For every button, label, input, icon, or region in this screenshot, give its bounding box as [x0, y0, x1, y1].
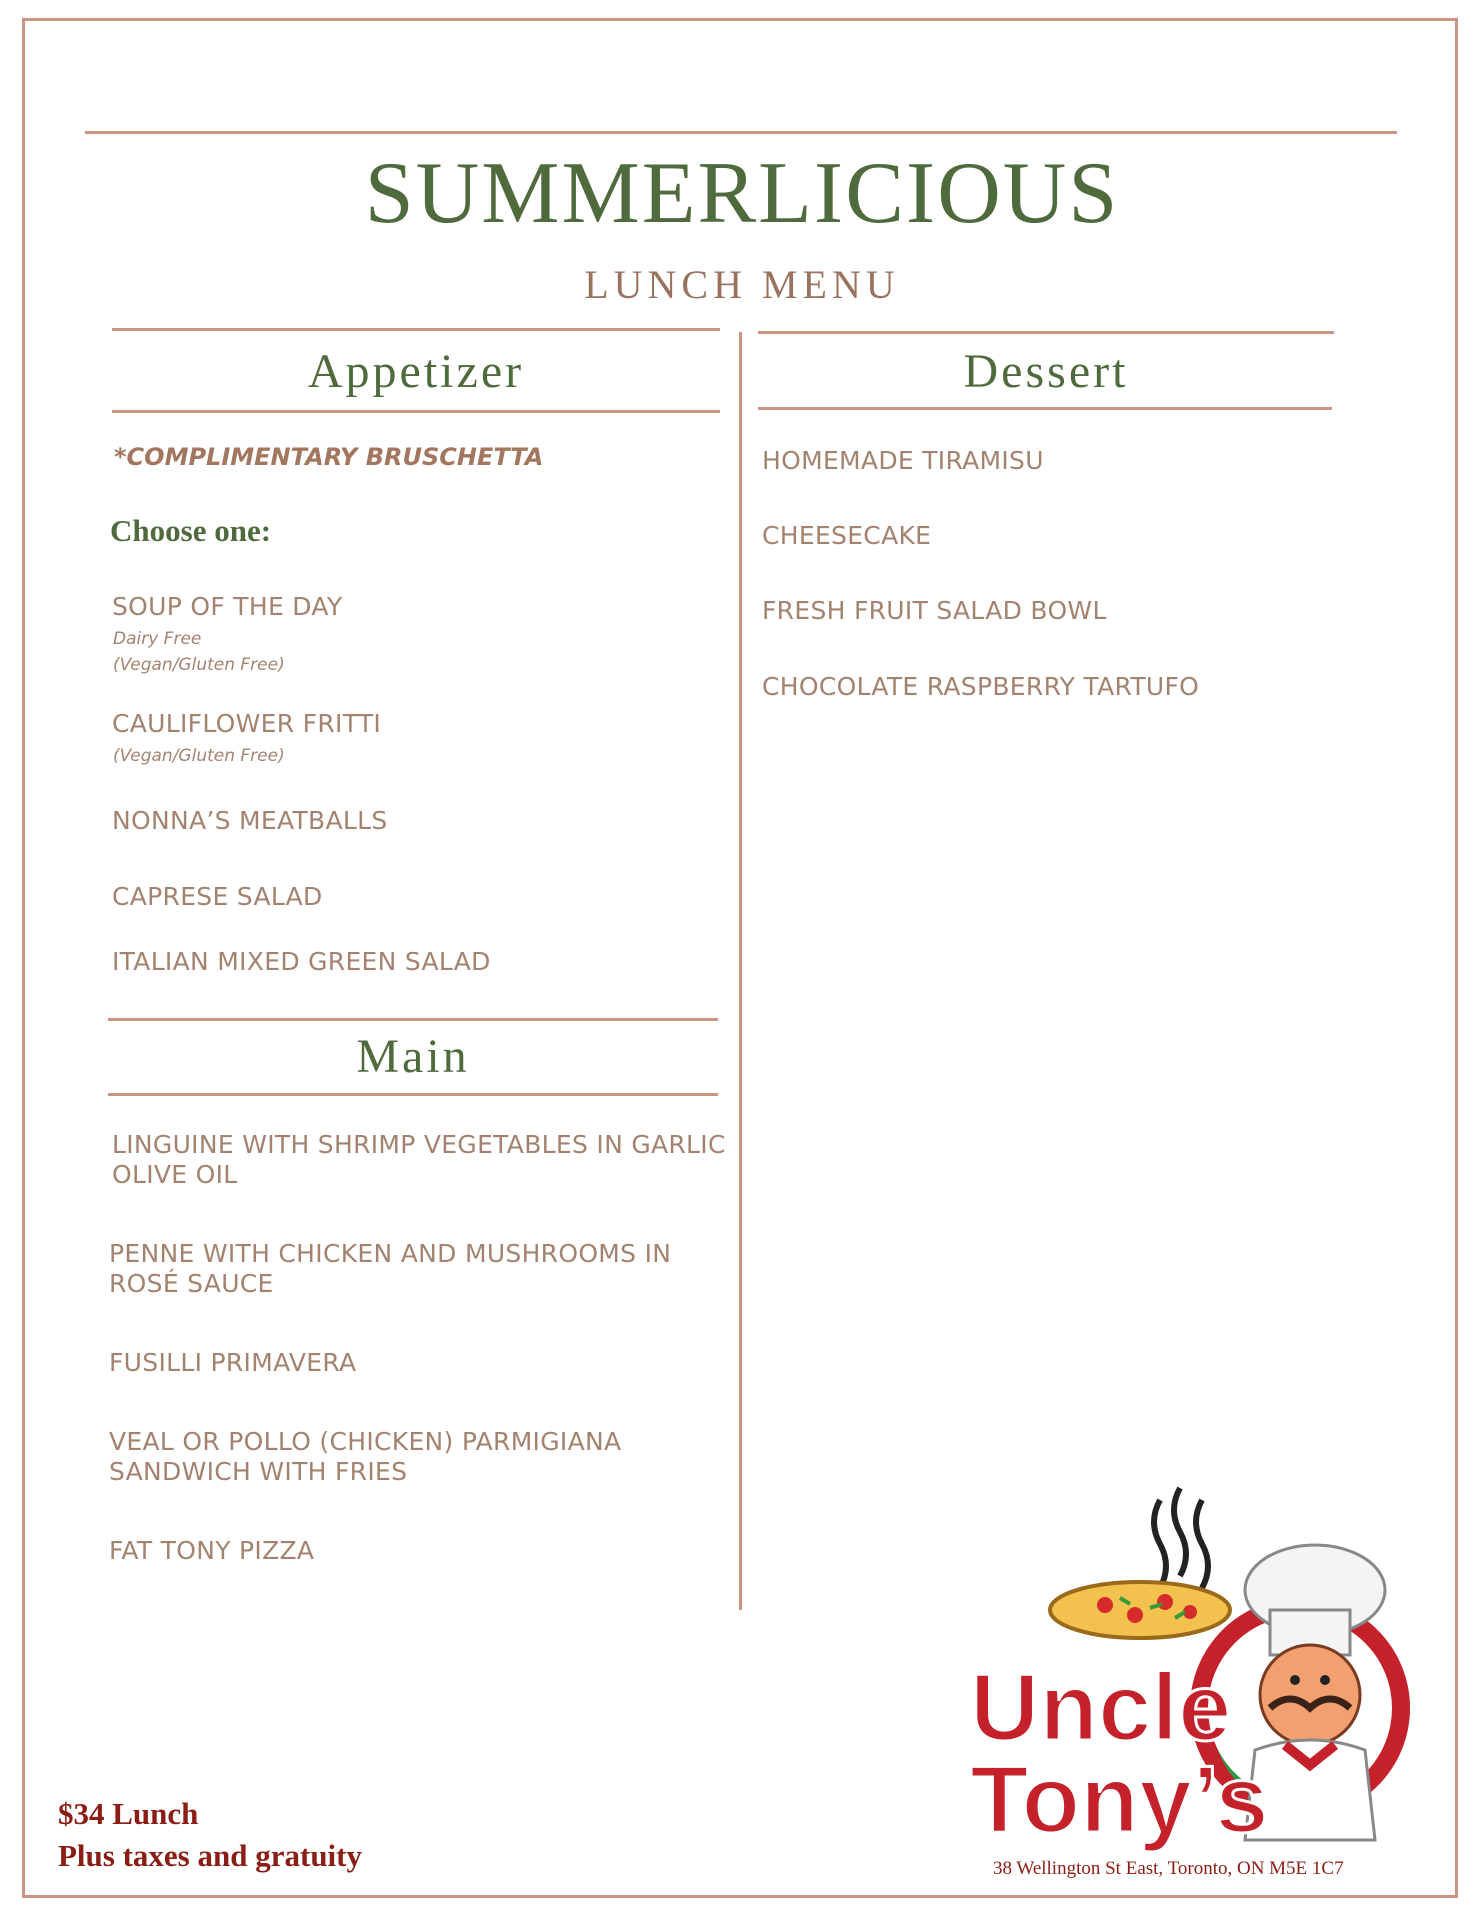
- dessert-top-rule: [758, 331, 1334, 334]
- column-divider: [739, 332, 742, 1610]
- dessert-item: CHEESECAKE: [762, 521, 932, 550]
- price-label: $34 Lunch: [58, 1796, 199, 1831]
- main-item-line: PENNE WITH CHICKEN AND MUSHROOMS IN: [109, 1239, 672, 1268]
- logo-text-line1: Uncle: [970, 1654, 1232, 1761]
- main-heading: Main: [356, 1030, 470, 1083]
- main-item-line: OLIVE OIL: [112, 1160, 238, 1189]
- appetizer-item-note: (Vegan/Gluten Free): [113, 746, 285, 766]
- main-item-line: FUSILLI PRIMAVERA: [109, 1348, 357, 1377]
- main-item-line: VEAL OR POLLO (CHICKEN) PARMIGIANA: [109, 1427, 622, 1456]
- price-info: [58, 1793, 362, 1877]
- main-item: [112, 1130, 726, 1190]
- main-item: [109, 1536, 314, 1566]
- page-title: SUMMERLICIOUS: [364, 145, 1120, 242]
- chef-with-pizza-logo-icon: [970, 1480, 1430, 1860]
- appetizer-bottom-rule: [112, 410, 720, 413]
- complimentary-note: *COMPLIMENTARY BRUSCHETTA: [114, 443, 544, 471]
- top-rule: [85, 131, 1397, 134]
- appetizer-item: SOUP OF THE DAY: [112, 592, 343, 621]
- appetizer-item: CAULIFLOWER FRITTI: [112, 709, 382, 738]
- appetizer-heading: Appetizer: [307, 345, 525, 398]
- price-note: Plus taxes and gratuity: [58, 1838, 362, 1873]
- main-item: [109, 1239, 671, 1299]
- appetizer-item-note: Dairy Free: [113, 629, 202, 649]
- dessert-bottom-rule: [758, 407, 1332, 410]
- choose-one-label: Choose one:: [110, 513, 272, 548]
- main-bottom-rule: [108, 1093, 718, 1096]
- main-item-line: SANDWICH WITH FRIES: [109, 1457, 408, 1486]
- appetizer-item-note: (Vegan/Gluten Free): [113, 655, 285, 675]
- main-item: [109, 1348, 356, 1378]
- main-item: [109, 1427, 621, 1487]
- main-item-line: ROSÉ SAUCE: [109, 1269, 274, 1298]
- appetizer-item: CAPRESE SALAD: [112, 882, 323, 911]
- appetizer-item: NONNA’S MEATBALLS: [112, 806, 388, 835]
- main-item-line: FAT TONY PIZZA: [109, 1536, 315, 1565]
- restaurant-address: 38 Wellington St East, Toronto, ON M5E 1C7: [993, 1858, 1344, 1879]
- dessert-heading: Dessert: [963, 345, 1129, 398]
- main-top-rule: [108, 1018, 718, 1021]
- dessert-item: HOMEMADE TIRAMISU: [762, 446, 1044, 475]
- dessert-item: CHOCOLATE RASPBERRY TARTUFO: [762, 672, 1200, 701]
- appetizer-top-rule: [112, 328, 720, 331]
- main-item-line: LINGUINE WITH SHRIMP VEGETABLES IN GARLIC: [112, 1130, 726, 1159]
- appetizer-item: ITALIAN MIXED GREEN SALAD: [112, 947, 491, 976]
- dessert-item: FRESH FRUIT SALAD BOWL: [762, 596, 1107, 625]
- logo-text-line2: Tony’s: [970, 1746, 1269, 1853]
- page-subtitle: LUNCH MENU: [584, 262, 900, 307]
